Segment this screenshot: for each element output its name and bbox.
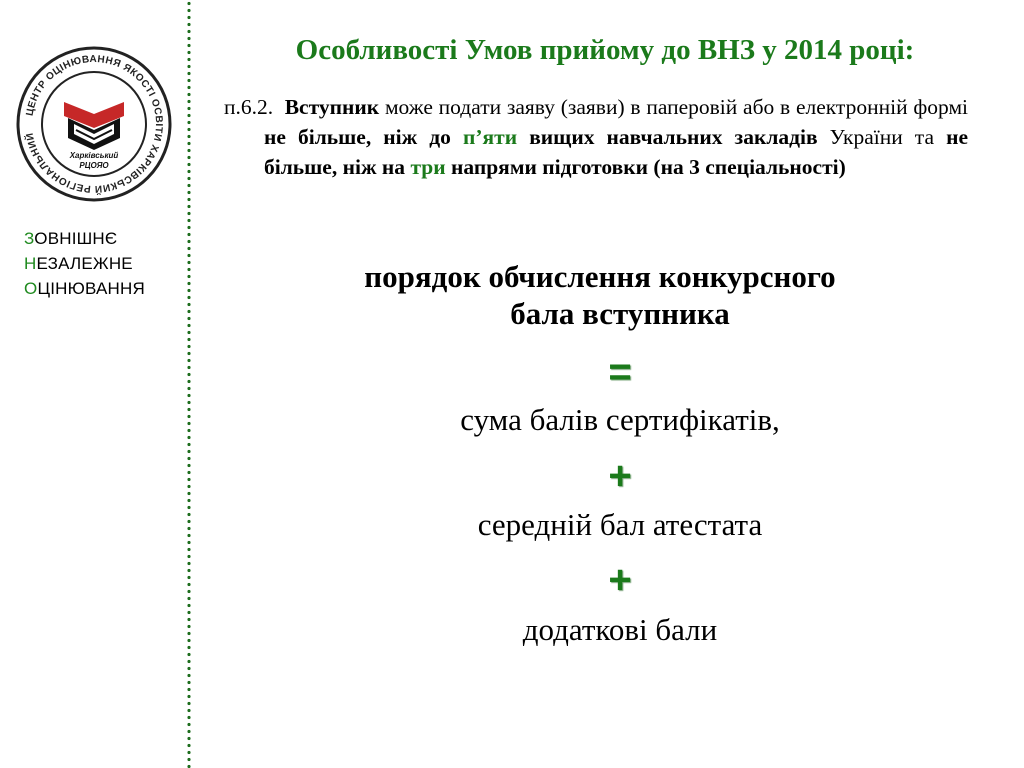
zno-line-1: ЗОВНІШНЄ	[24, 229, 118, 248]
plus-sign-1: +	[608, 454, 632, 498]
dotted-divider	[187, 0, 191, 768]
highlight-three: три	[410, 155, 446, 179]
equals-sign: =	[608, 350, 632, 394]
logo	[14, 44, 174, 204]
highlight-five: п’яти	[462, 125, 518, 149]
logo-name-line1: Харківський	[69, 151, 119, 160]
sidebar	[0, 0, 186, 768]
formula-item-attestat: середній бал атестата	[477, 507, 763, 542]
paragraph-number: п.6.2.	[224, 95, 274, 119]
page-title: Особливості Умов прийому до ВНЗ у 2014 році:	[295, 34, 915, 66]
logo-name-line2: РЦОЯО	[79, 161, 109, 170]
formula-item-certificates: сума балів сертифікатів,	[460, 402, 780, 437]
zno-label	[24, 226, 145, 301]
rule-paragraph: п.6.2. Вступник може подати заяву (заяви) в паперовій або в електронній формі не більше, ніж до п’яти вищих навчальних закладів України та не більше, ніж на три напрями підготовки (на 3 спеціальності)	[224, 95, 969, 179]
formula-heading: порядок обчислення конкурсного бала вступника	[364, 259, 836, 331]
formula-item-additional: додаткові бали	[522, 612, 718, 647]
paragraph-subject: Вступник	[284, 95, 380, 119]
zno-line-2: НЕЗАЛЕЖНЕ	[24, 254, 133, 273]
zno-line-3: ОЦІНЮВАННЯ	[24, 279, 145, 298]
logo-ring-text: ЦЕНТР ОЦІНЮВАННЯ ЯКОСТІ ОСВІТИ ХАРКІВСЬКИЙ РЕГІОНАЛЬНИЙ	[24, 53, 165, 195]
logo-emblem-icon	[14, 44, 174, 204]
plus-sign-2: +	[608, 558, 632, 602]
